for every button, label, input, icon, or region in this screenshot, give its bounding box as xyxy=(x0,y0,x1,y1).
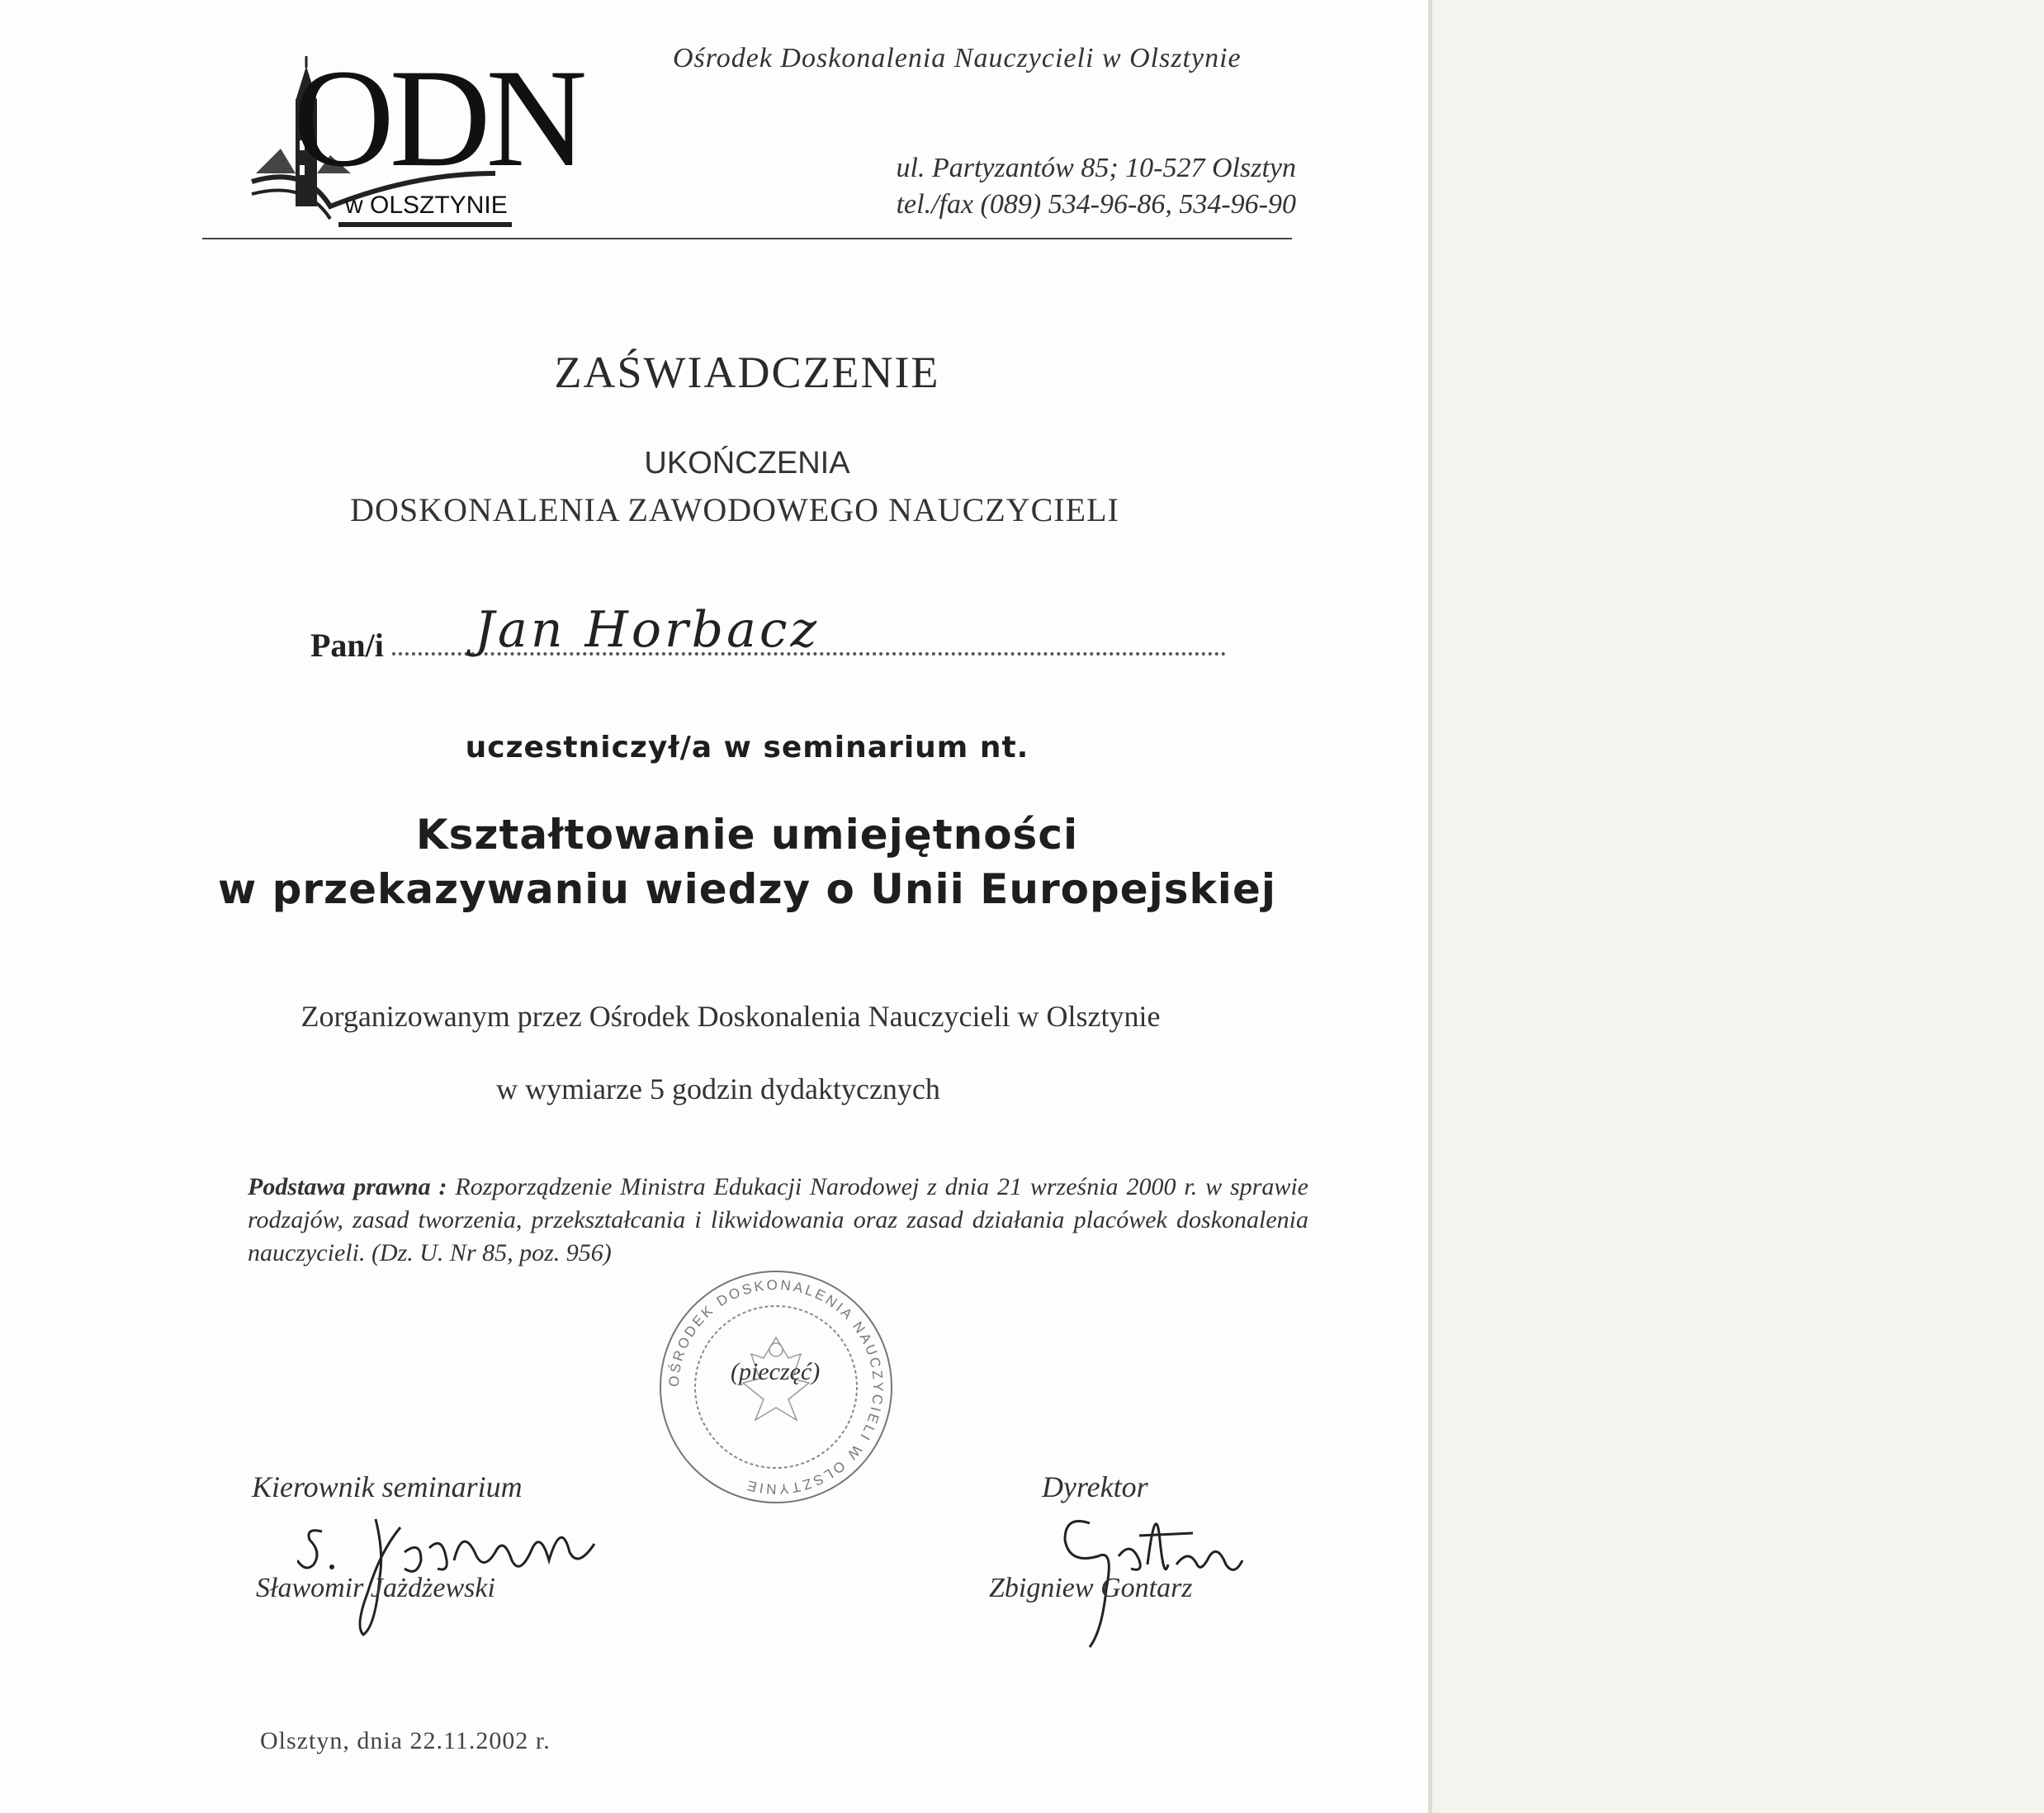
place-and-date: Olsztyn, dnia 22.11.2002 r. xyxy=(260,1727,551,1754)
header-divider xyxy=(202,238,1292,239)
official-stamp xyxy=(656,1267,896,1507)
legal-basis xyxy=(248,1171,1308,1270)
director-name: Zbigniew Gontarz xyxy=(989,1573,1193,1603)
seminar-topic-line-1: Kształtowanie umiejętności xyxy=(415,811,1079,859)
logo-text: ODN xyxy=(293,40,583,196)
seminar-topic-line-2: w przekazywaniu wiedzy o Unii Europejskiej xyxy=(218,865,1276,913)
organization-name: Ośrodek Doskonalenia Nauczycieli w Olsztynie xyxy=(673,43,1242,73)
stamp-ring-text: OŚRODEK DOSKONALENIA NAUCZYCIELI W OLSZTYNIE xyxy=(665,1276,887,1498)
seminar-leader-name: Sławomir Jażdżewski xyxy=(256,1573,495,1603)
hours-text: w wymiarze 5 godzin dydaktycznych xyxy=(496,1072,940,1105)
address-block xyxy=(897,150,1296,223)
certificate-title: ZAŚWIADCZENIE xyxy=(554,348,940,397)
certificate-subtitle-2: DOSKONALENIA ZAWODOWEGO NAUCZYCIELI xyxy=(350,491,1119,528)
logo-subtitle: w OLSZTYNIE xyxy=(345,192,508,219)
address-street: ul. Partyzantów 85; 10-527 Olsztyn xyxy=(896,153,1296,183)
svg-text:OŚRODEK DOSKONALENIA NAUCZYCIE xyxy=(666,1277,886,1497)
recipient-name: Jan Horbacz xyxy=(475,601,821,659)
legal-basis-text: Rozporządzenie Ministra Edukacji Narodowej z dnia 21 września 2000 r. w sprawie rodzajów, zasad tworzenia, przekształcania i likwidowania oraz zasad działania placówek doskonalenia nauczycieli. (Dz. U. Nr 85, poz. 956) xyxy=(248,1173,1308,1266)
certificate-subtitle-1: UKOŃCZENIA xyxy=(644,446,850,480)
address-phone: tel./fax (089) 534-96-86, 534-96-90 xyxy=(896,189,1296,220)
legal-basis-label: Podstawa prawna : xyxy=(248,1173,447,1200)
stamp-label: (pieczęć) xyxy=(731,1358,821,1385)
organizer-text: Zorganizowanym przez Ośrodek Doskonalenia Nauczycieli w Olsztynie xyxy=(300,1000,1161,1033)
director-role: Dyrektor xyxy=(1042,1470,1148,1503)
page-edge xyxy=(1428,0,1432,1813)
scanner-background xyxy=(1432,0,2044,1813)
seminar-leader-role: Kierownik seminarium xyxy=(252,1470,523,1503)
participation-text: uczestniczył/a w seminarium nt. xyxy=(465,731,1029,764)
name-label: Pan/i xyxy=(310,627,384,664)
seminar-topic xyxy=(202,807,1292,916)
